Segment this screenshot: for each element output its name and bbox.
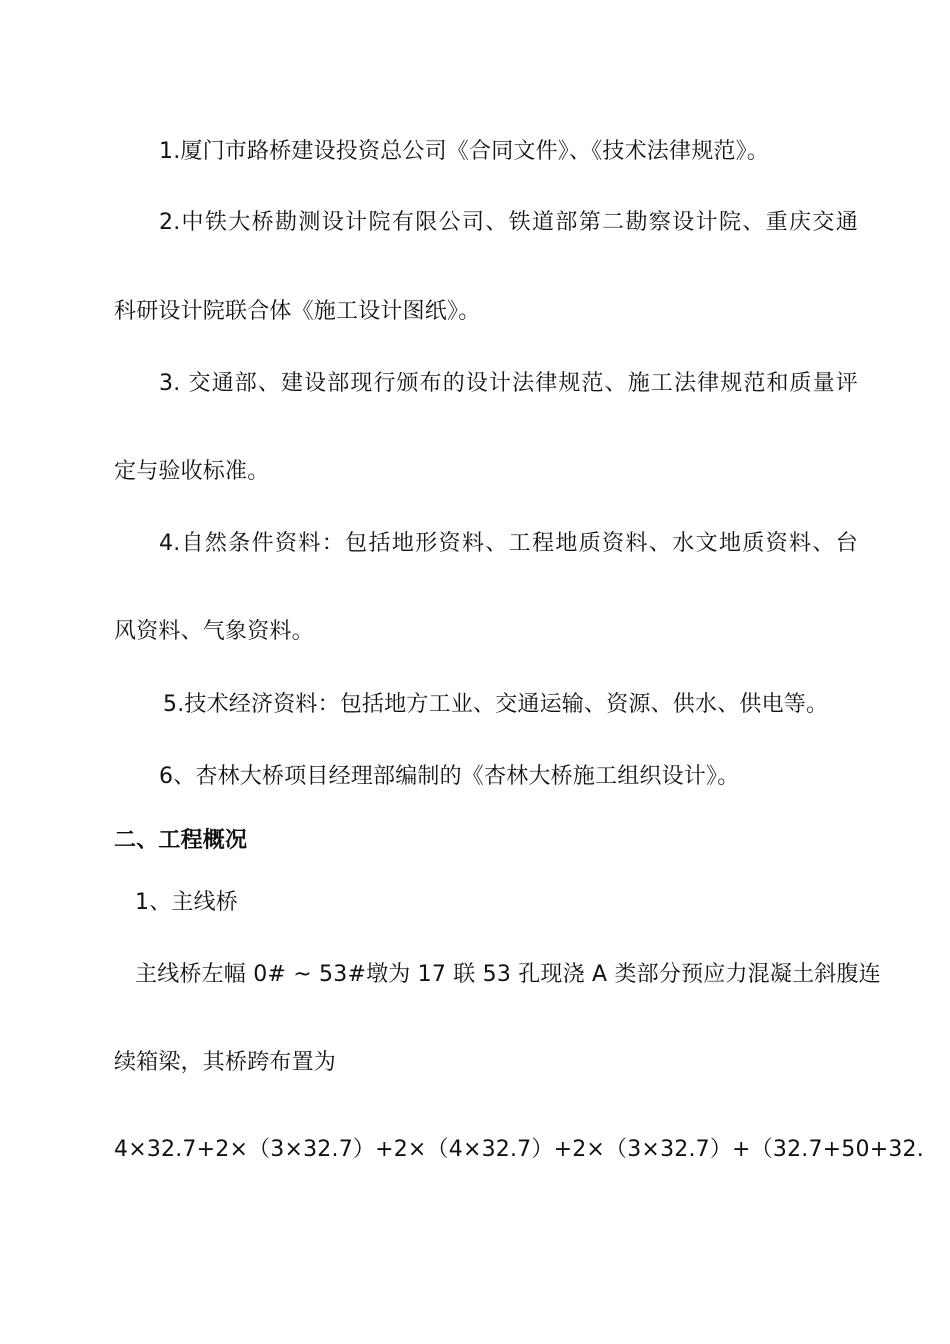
- reference-item-4-line-2: 风资料、气象资料。: [114, 619, 314, 644]
- reference-item-2-line-1: 2.中铁大桥勘测设计院有限公司、铁道部第二勘察设计院、重庆交通: [159, 210, 858, 235]
- reference-item-5: 5.技术经济资料：包括地方工业、交通运输、资源、供水、供电等。: [163, 692, 829, 717]
- reference-item-4-line-1: 4.自然条件资料：包括地形资料、工程地质资料、水文地质资料、台: [159, 531, 858, 556]
- paragraph-line-1: 主线桥左幅 0# ~ 53#墩为 17 联 53 孔现浇 A 类部分预应力混凝土斜腹连: [135, 962, 881, 987]
- subsection-heading: 1、主线桥: [135, 890, 238, 915]
- reference-item-3-line-2: 定与验收标准。: [114, 459, 270, 484]
- paragraph-line-3: 4×32.7+2×（3×32.7）+2×（4×32.7）+2×（3×32.7）+（32.7+50+32.: [114, 1137, 924, 1162]
- reference-item-3-line-1: 3. 交通部、建设部现行颁布的设计法律规范、施工法律规范和质量评: [159, 371, 858, 396]
- reference-item-1: 1.厦门市路桥建设投资总公司《合同文件》、《技术法律规范》。: [159, 139, 769, 164]
- reference-item-2-line-2: 科研设计院联合体《施工设计图纸》。: [114, 299, 481, 324]
- reference-item-6: 6、杏林大桥项目经理部编制的《杏林大桥施工组织设计》。: [159, 764, 740, 789]
- section-heading: 二、工程概况: [114, 828, 248, 853]
- paragraph-line-2: 续箱梁，其桥跨布置为: [114, 1050, 337, 1075]
